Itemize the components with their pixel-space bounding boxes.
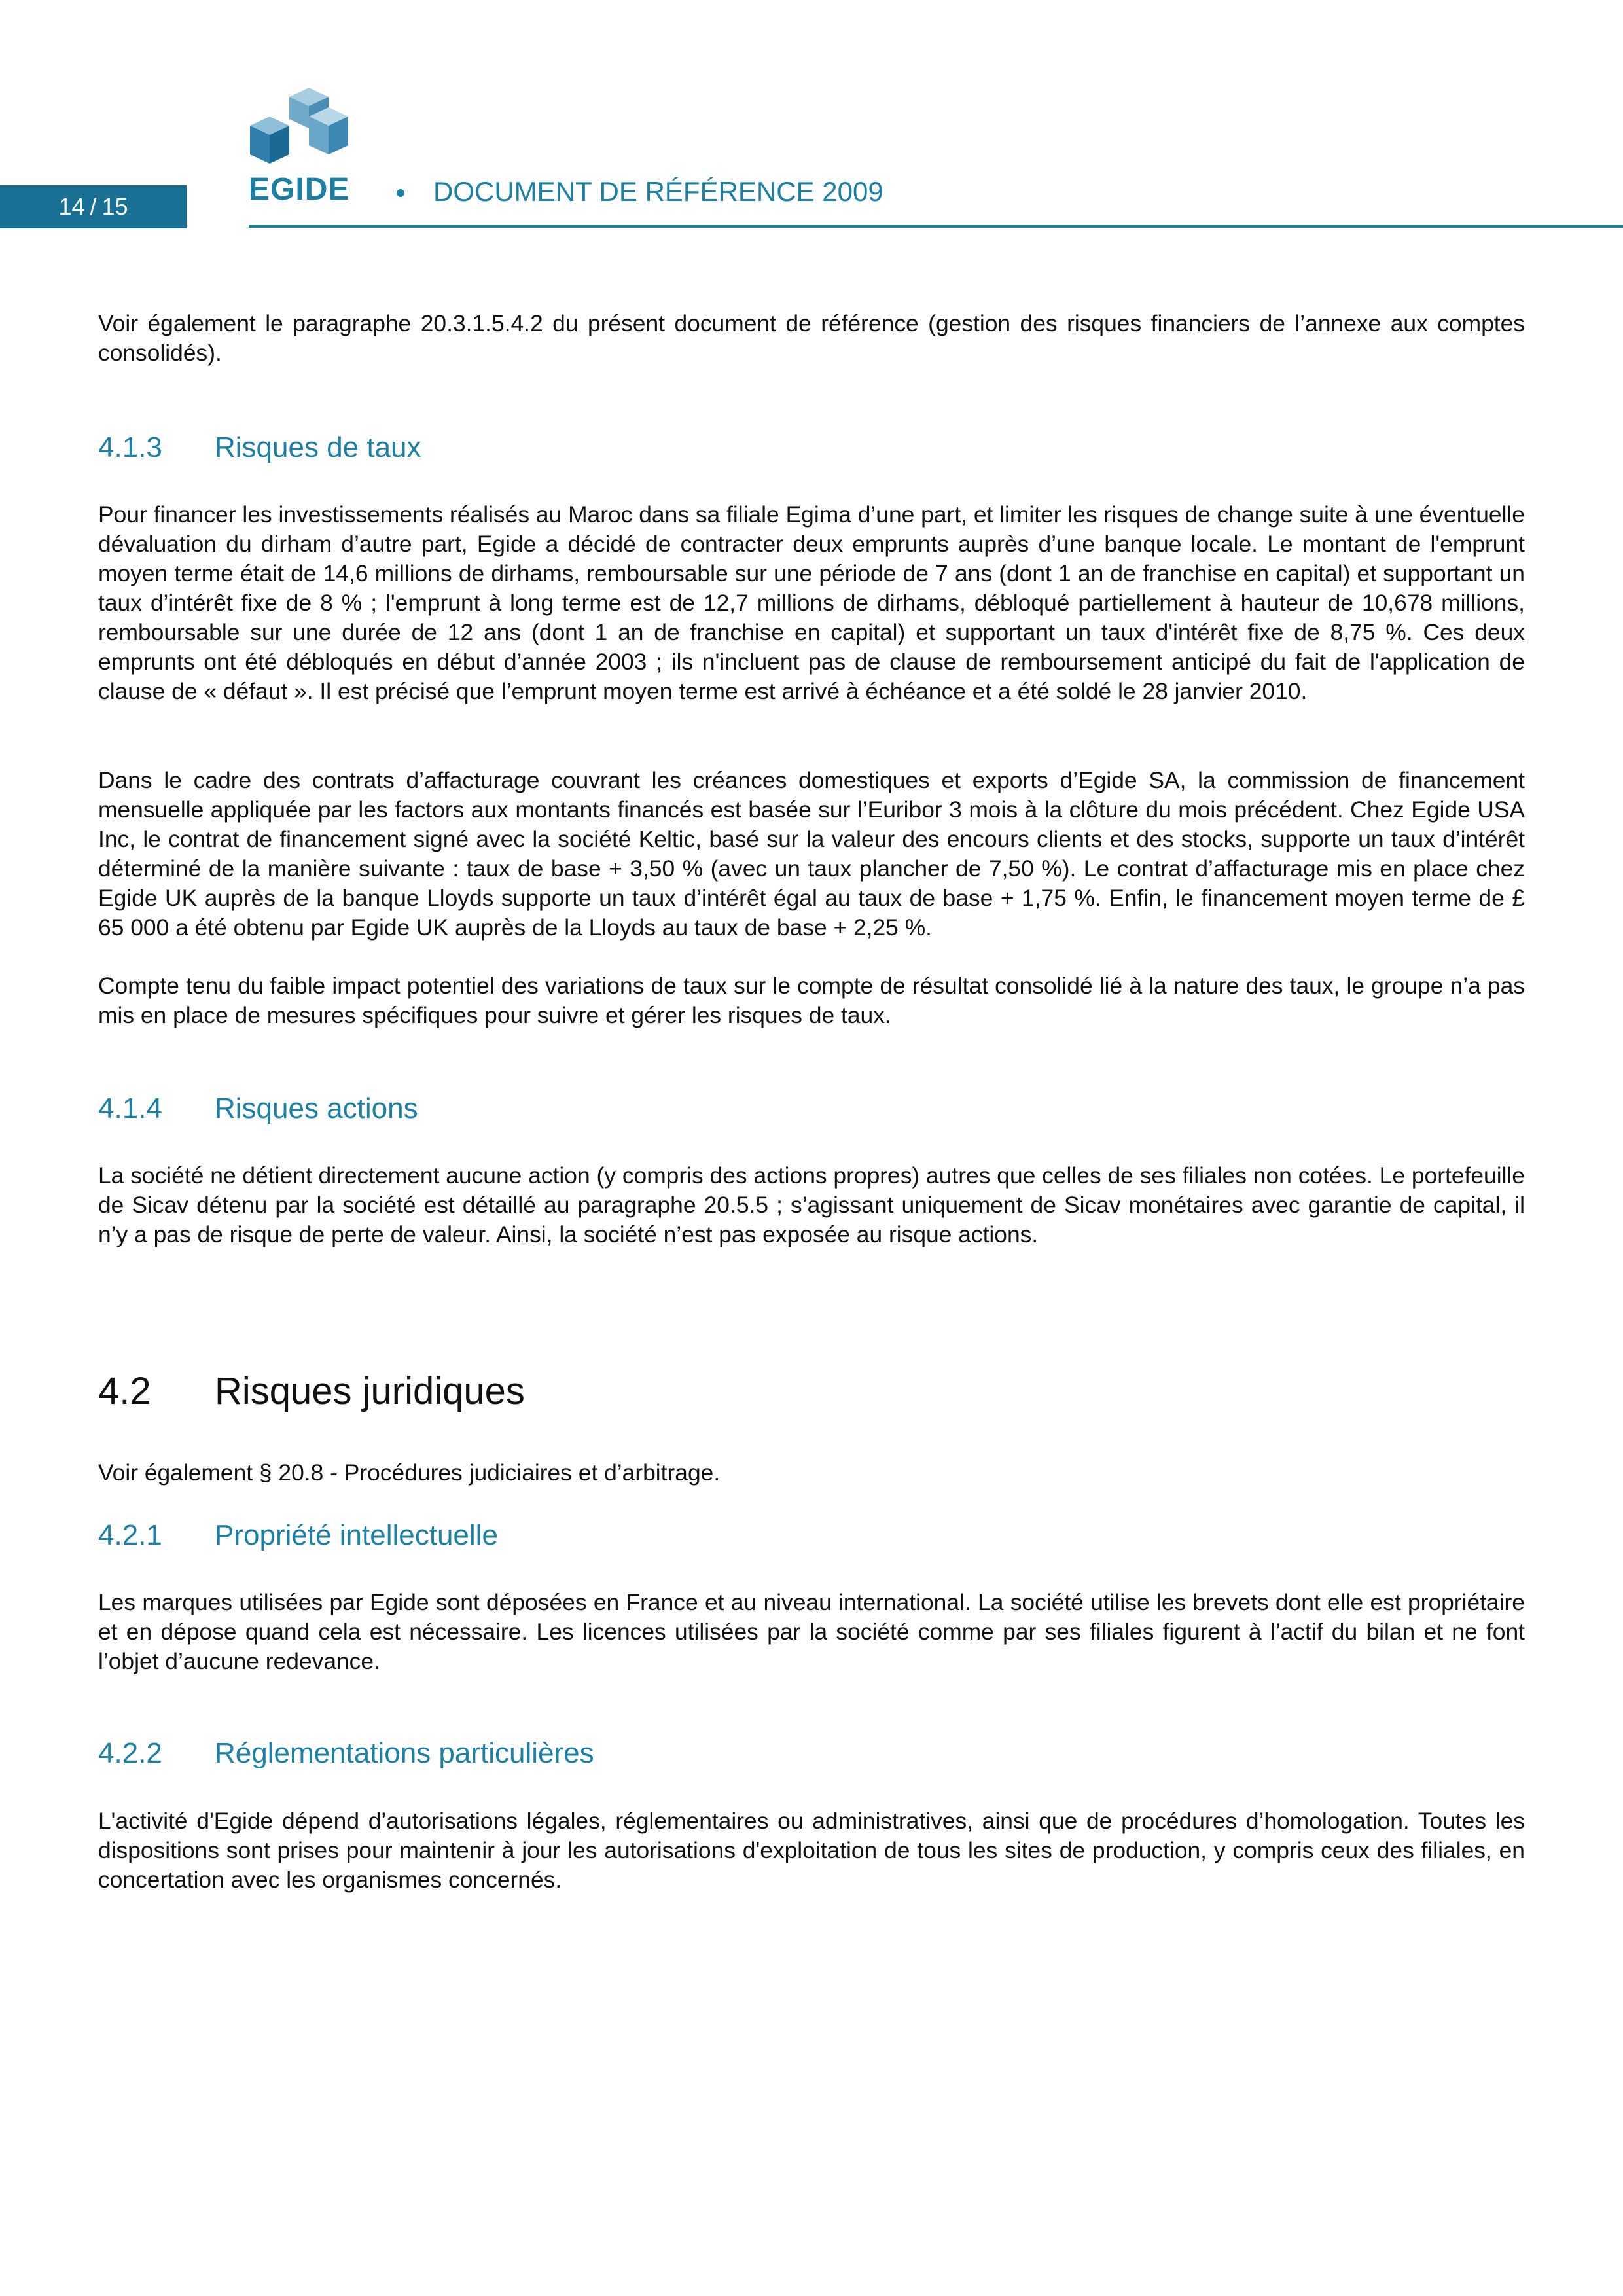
- document-title: DOCUMENT DE RÉFÉRENCE 2009: [433, 176, 883, 207]
- section-number: 4.2.1: [98, 1519, 162, 1551]
- page-total: 15: [101, 193, 128, 220]
- section-number: 4.1.4: [98, 1092, 162, 1124]
- section-heading-4-2-1: [98, 1518, 498, 1553]
- section-number: 4.2: [98, 1370, 151, 1412]
- section-heading-4-1-3: [98, 431, 421, 465]
- section-title: Risques de taux: [215, 431, 421, 463]
- header-divider: [249, 225, 1623, 228]
- section-number: 4.2.2: [98, 1737, 162, 1769]
- page-separator: /: [90, 193, 97, 220]
- section-title: Risques juridiques: [215, 1370, 525, 1412]
- section-title: Risques actions: [215, 1092, 418, 1124]
- paragraph-juridiques: Voir également § 20.8 - Procédures judiciaires et d’arbitrage.: [98, 1460, 721, 1486]
- paragraph-taux-1: Pour financer les investissements réalisés au Maroc dans sa filiale Egima d’une part, et limiter les risques de change suite à une éventuelle dévaluation du dirham d’autre part, Egide a décidé de contracter deux emprunts auprès d’une banque locale. Le montant de l'emprunt moyen terme était de 14,6 millions de dirhams, remboursable sur une période de 7 ans (dont 1 an de franchise en capital) et supportant un taux d’intérêt fixe de 8 % ; l'emprunt à long terme est de 12,7 millions de dirhams, débloqué partiellement à hauteur de 10,678 millions, remboursable sur une durée de 12 ans (dont 1 an de franchise en capital) et supportant un taux d'intérêt fixe de 8,75 %. Ces deux emprunts ont été débloqués en début d’année 2003 ; ils n'incluent pas de clause de remboursement anticipé du fait de l'application de clause de « défaut ». Il est précisé que l’emprunt moyen terme est arrivé à échéance et a été soldé le 28 janvier 2010.: [98, 501, 1525, 704]
- paragraph-reglementations: L'activité d'Egide dépend d’autorisations légales, réglementaires ou administratives, ainsi que de procédures d’homologation. Toutes les dispositions sont prises pour maintenir à jour les autorisations d'exploitation de tous les sites de production, y compris ceux des filiales, en concertation avec les organismes concernés.: [98, 1808, 1525, 1893]
- page-current: 14: [58, 193, 85, 220]
- intro-paragraph: Voir également le paragraphe 20.3.1.5.4.2 du présent document de référence (gestion des risques financiers de l’annexe aux comptes consolidés).: [98, 310, 1525, 366]
- paragraph-taux-2: Dans le cadre des contrats d’affacturage couvrant les créances domestiques et exports d’Egide SA, la commission de financement mensuelle appliquée par les factors aux montants financés est basée sur l’Euribor 3 mois à la clôture du mois précédent. Chez Egide USA Inc, le contrat de financement signé avec la société Keltic, basé sur la valeur des encours clients et des stocks, supporte un taux d’intérêt déterminé de la manière suivante : taux de base + 3,50 % (avec un taux plancher de 7,50 %). Le contrat d’affacturage mis en place chez Egide UK auprès de la banque Lloyds supporte un taux d’intérêt égal au taux de base + 1,75 %. Enfin, le financement moyen terme de £ 65 000 a été obtenu par Egide UK auprès de la Lloyds au taux de base + 2,25 %.: [98, 767, 1525, 941]
- section-title: Propriété intellectuelle: [215, 1519, 498, 1551]
- section-heading-4-2-2: [98, 1736, 594, 1771]
- egide-logo-cubes-icon: [249, 85, 366, 183]
- paragraph-taux-3: Compte tenu du faible impact potentiel des variations de taux sur le compte de résultat consolidé lié à la nature des taux, le groupe n’a pas mis en place de mesures spécifiques pour suivre et gérer les risques de taux.: [98, 973, 1525, 1028]
- section-number: 4.1.3: [98, 431, 162, 463]
- header-bullet-icon: [397, 189, 404, 197]
- page-number-badge: [0, 185, 187, 228]
- section-heading-4-1-4: [98, 1092, 418, 1126]
- paragraph-actions: La société ne détient directement aucune action (y compris des actions propres) autres que celles de ses filiales non cotées. Le portefeuille de Sicav détenu par la société est détaillé au paragraphe 20.5.5 ; s’agissant uniquement de Sicav monétaires avec garantie de capital, il n’y a pas de risque de perte de valeur. Ainsi, la société n’est pas exposée au risque actions.: [98, 1162, 1525, 1247]
- paragraph-propriete: Les marques utilisées par Egide sont déposées en France et au niveau international. La société utilise les brevets dont elle est propriétaire et en dépose quand cela est nécessaire. Les licences utilisées par la société comme par ses filiales figurent à l’actif du bilan et ne font l’objet d’aucune redevance.: [98, 1589, 1525, 1674]
- section-title: Réglementations particulières: [215, 1737, 594, 1769]
- section-heading-4-2: [98, 1369, 525, 1414]
- egide-logo-text: EGIDE: [249, 172, 350, 207]
